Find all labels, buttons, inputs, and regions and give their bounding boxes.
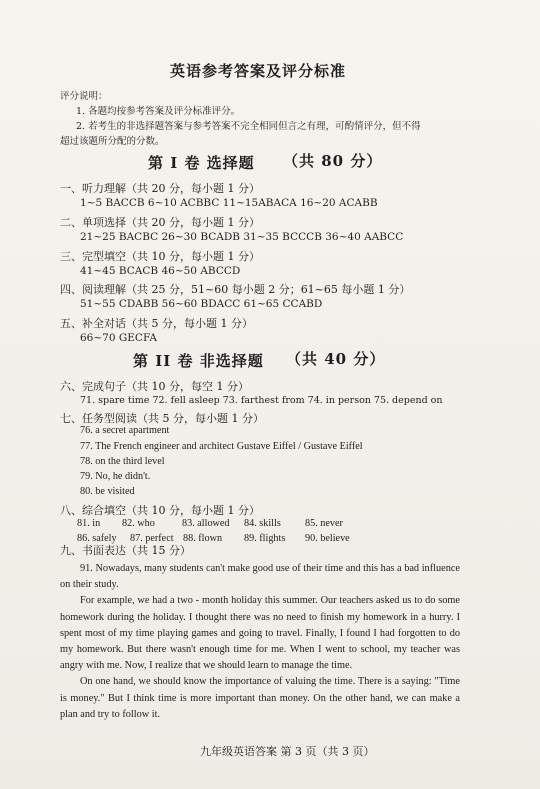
page-title: 英语参考答案及评分标准 xyxy=(170,62,347,80)
section-3-heading: 三、完型填空（共 10 分，每小题 1 分） xyxy=(60,250,260,263)
part1-title: 第 I 卷 选择题 xyxy=(148,154,255,172)
notes-item-2-cont: 超过该题所分配的分数。 xyxy=(60,136,165,147)
essay-paragraph-3: On one hand, we should know the importance of valuing the time. There is a saying: "Time is money." But I think time is more important than money. On the other hand, we can make a plan and try to follow it. xyxy=(60,676,460,720)
section-8-item-83: 83. allowed xyxy=(182,518,230,529)
section-4-answers: 51~55 CDABB 56~60 BDACC 61~65 CCABD xyxy=(80,298,323,310)
part2-title: 第 II 卷 非选择题 xyxy=(133,352,264,370)
section-5-answers: 66~70 GECFA xyxy=(80,332,157,344)
notes-item-1: 1. 各题均按参考答案及评分标准评分。 xyxy=(76,106,241,117)
section-7-item-79: 79. No, he didn't. xyxy=(80,471,151,482)
essay-body xyxy=(60,561,460,723)
section-6-heading: 六、完成句子（共 10 分，每空 1 分） xyxy=(60,380,249,393)
section-8-item-89: 89. flights xyxy=(244,533,286,544)
section-8-item-86: 86. safely xyxy=(77,533,117,544)
notes-item-2: 2. 若考生的非选择题答案与参考答案不完全相同但言之有理，可酌情评分，但不得 xyxy=(76,121,421,132)
part1-score: （共 80 分） xyxy=(283,152,383,170)
part2-score: （共 40 分） xyxy=(286,350,386,368)
section-4-heading: 四、阅读理解（共 25 分，51~60 每小题 2 分；61~65 每小题 1 分） xyxy=(60,283,411,296)
page-footer: 九年级英语答案 第 3 页（共 3 页） xyxy=(200,745,375,758)
section-9-heading: 九、书面表达（共 15 分） xyxy=(60,544,191,557)
section-7-item-77: 77. The French engineer and architect Gustave Eiffel / Gustave Eiffel xyxy=(80,441,363,452)
section-1-heading: 一、听力理解（共 20 分，每小题 1 分） xyxy=(60,182,260,195)
essay-paragraph-1: 91. Nowadays, many students can't make good use of their time and this has a bad influence on their study. xyxy=(60,563,460,591)
section-3-answers: 41~45 BCACB 46~50 ABCCD xyxy=(80,265,241,277)
section-8-item-88: 88. flown xyxy=(183,533,223,544)
section-8-item-90: 90. believe xyxy=(305,533,350,544)
section-8-item-84: 84. skills xyxy=(244,518,281,529)
section-7-heading: 七、任务型阅读（共 5 分，每小题 1 分） xyxy=(60,412,264,425)
section-2-answers: 21~25 BACBC 26~30 BCADB 31~35 BCCCB 36~40 AABCC xyxy=(80,231,404,243)
section-8-item-81: 81. in xyxy=(77,518,101,529)
section-7-item-80: 80. be visited xyxy=(80,486,135,497)
section-6-answers: 71. spare time 72. fell asleep 73. farthest from 74. in person 75. depend on xyxy=(80,395,443,406)
section-8-item-82: 82. who xyxy=(122,518,155,529)
section-5-heading: 五、补全对话（共 5 分，每小题 1 分） xyxy=(60,317,253,330)
section-8-item-85: 85. never xyxy=(305,518,343,529)
section-8-heading: 八、综合填空（共 10 分，每小题 1 分） xyxy=(60,504,260,517)
section-7-item-76: 76. a secret apartment xyxy=(80,425,170,436)
section-2-heading: 二、单项选择（共 20 分，每小题 1 分） xyxy=(60,216,260,229)
notes-heading: 评分说明： xyxy=(60,91,108,102)
essay-paragraph-2: For example, we had a two - month holiday this summer. Our teachers asked us to do some homework during the holiday. I thought there was no need to finish my homework in a hurry. I spent most of my time playing games and going to travel. Finally, I found I had forgotten to do my homework. But there wasn't enough time for me. When I went to school, my teacher was angry with me. Now, I realize that we should learn to manage the time. xyxy=(60,595,460,672)
section-1-answers: 1~5 BACCB 6~10 ACBBC 11~15ABACA 16~20 ACABB xyxy=(80,197,378,209)
section-7-item-78: 78. on the third level xyxy=(80,456,165,467)
section-8-item-87: 87. perfect xyxy=(130,533,174,544)
